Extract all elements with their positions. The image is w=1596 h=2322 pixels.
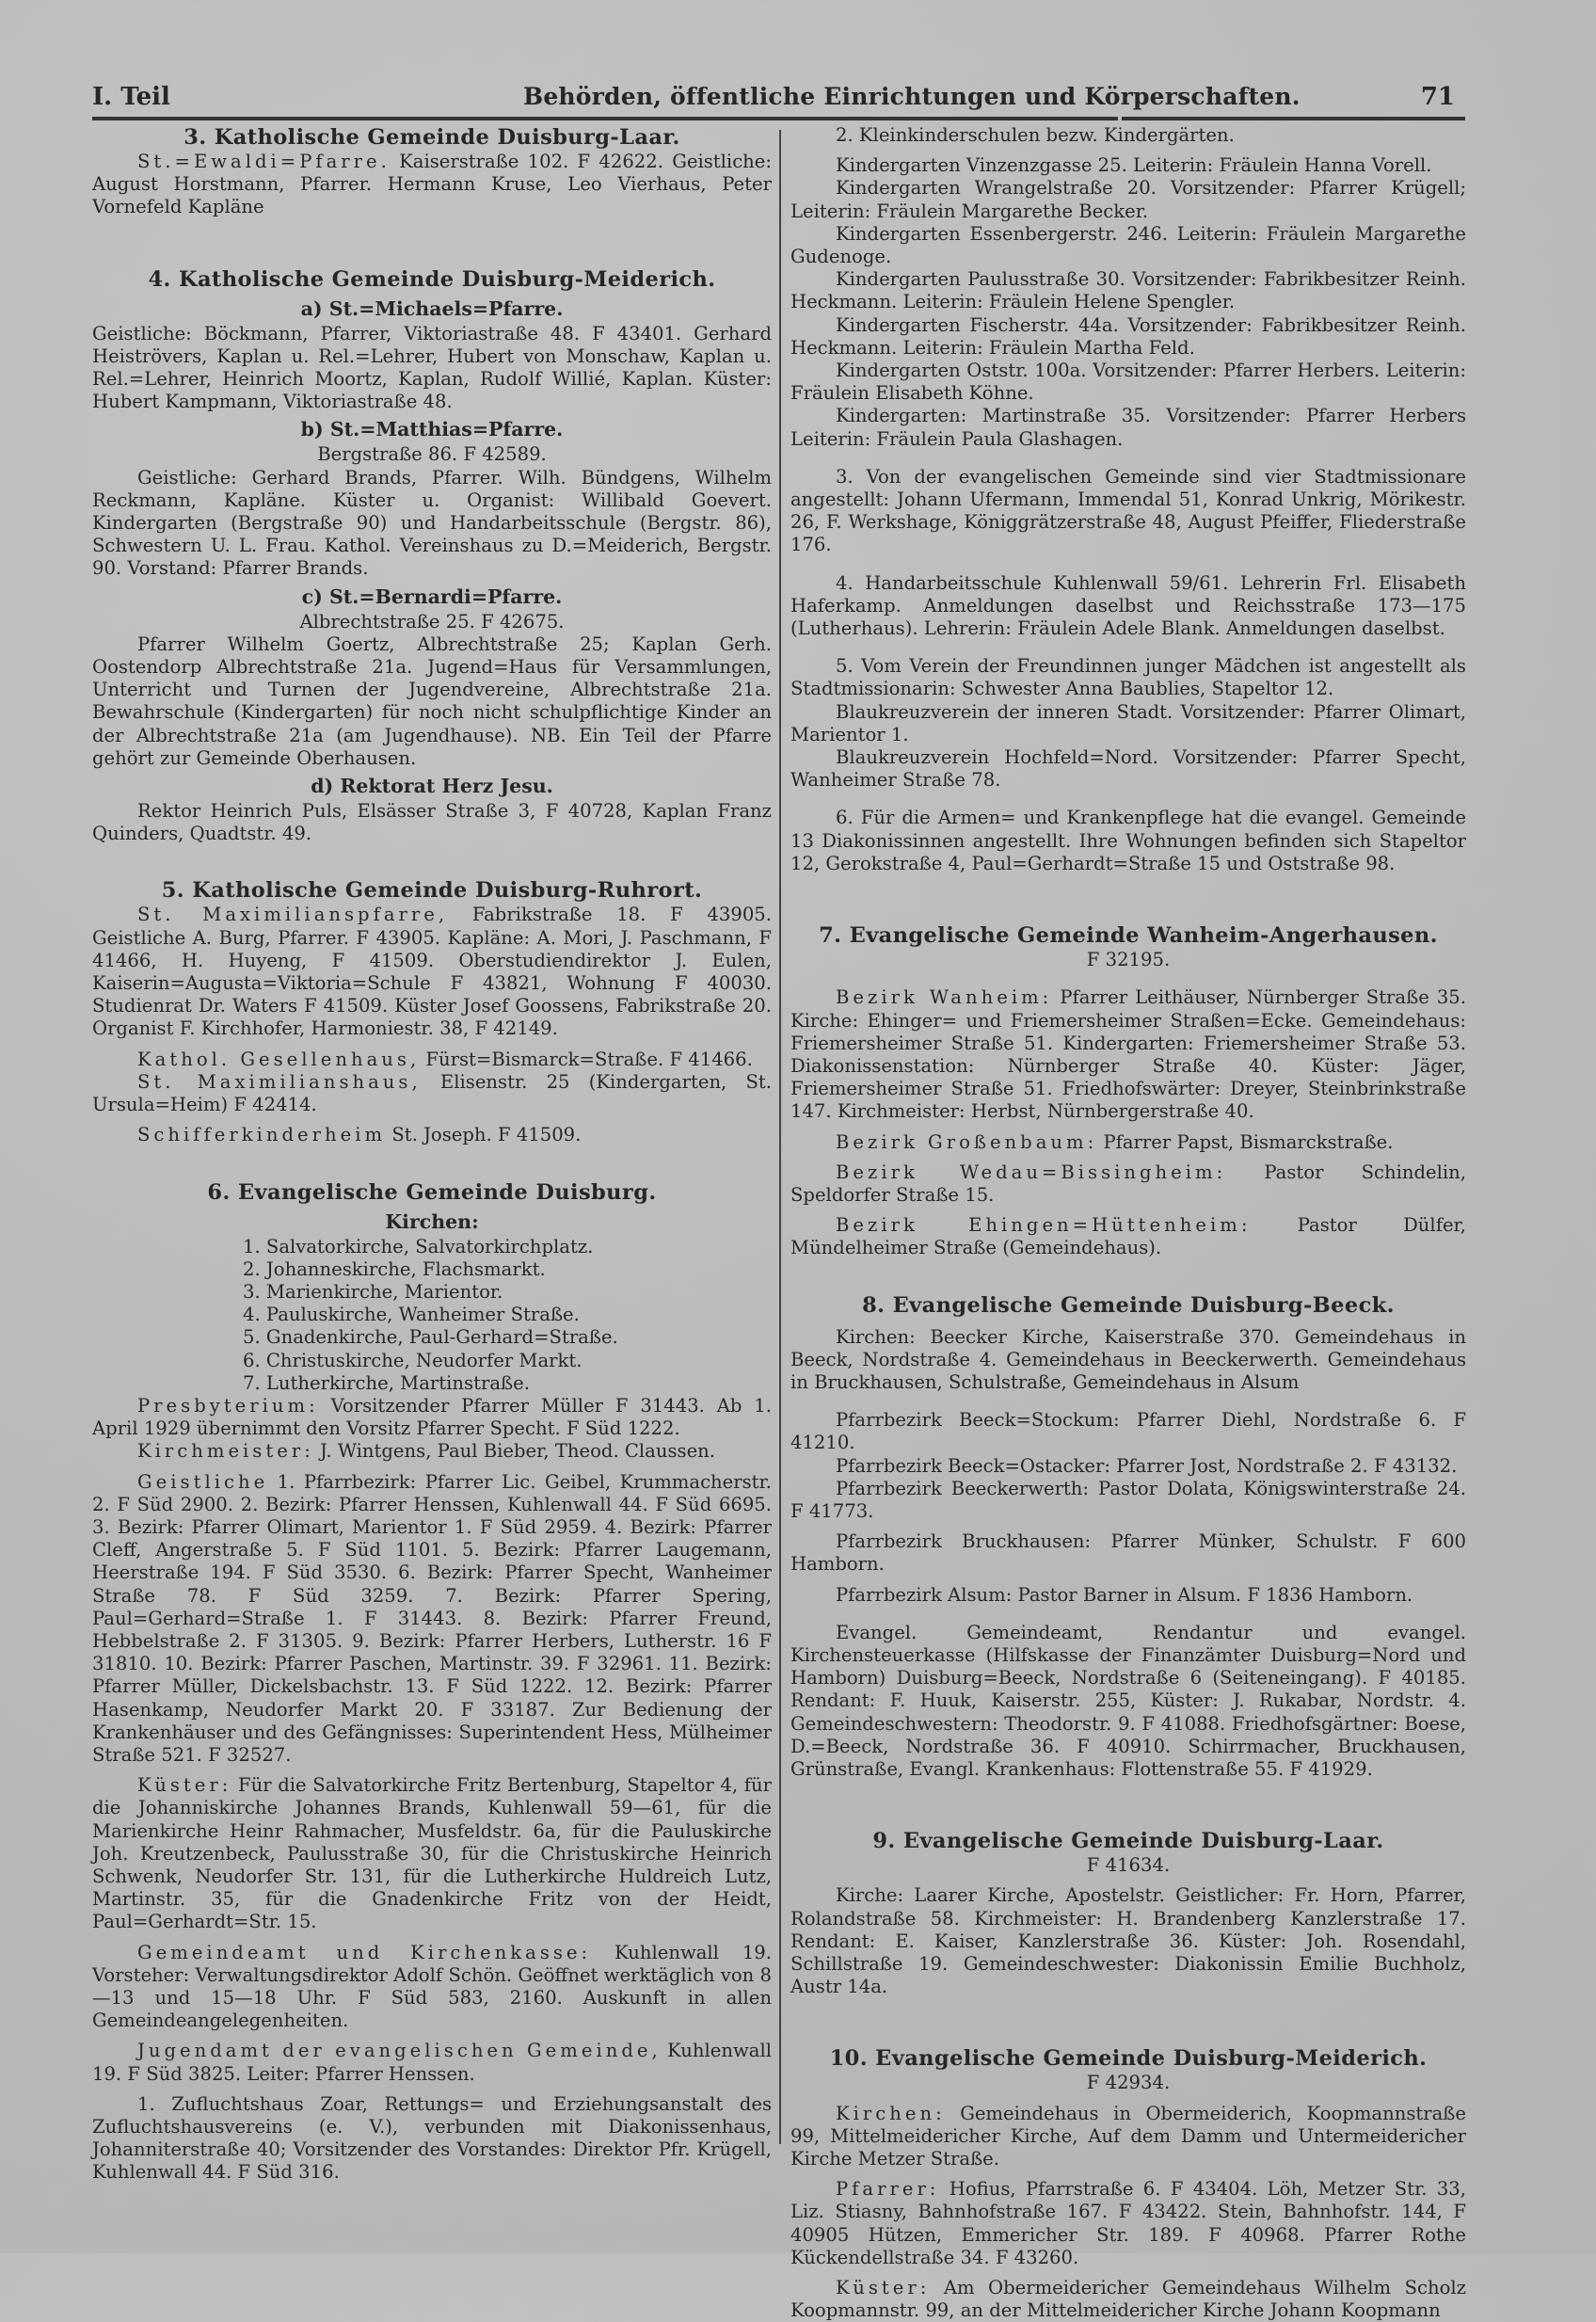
- paragraph: 5. Vom Verein der Freundinnen junger Mädchen ist angestellt als Stadtmissionarin: Schwester Anna Baublies, Stapeltor 12.: [790, 655, 1466, 700]
- paragraph: [92, 1395, 772, 1440]
- subsection-heading: c) St.=Bernardi=Pfarre.: [301, 585, 563, 608]
- paragraph: [92, 904, 772, 1040]
- paragraph-text: Elisenstr. 25 (Kindergarten, St. Ursula=Heim) F 42414.: [92, 1070, 772, 1116]
- paragraph-text: St. Joseph. F 41509.: [391, 1124, 582, 1146]
- list-item: 5. Gnadenkirche, Paul-Gerhard=Straße.: [243, 1326, 618, 1349]
- paragraph: 4. Handarbeitsschule Kuhlenwall 59/61. Lehrerin Frl. Elisabeth Haferkamp. Anmeldungen daselbst und Reichsstraße 173—175 (Lutherhaus). Lehrerin: Fräulein Adele Blank. Anmeldungen daselbst.: [790, 571, 1466, 640]
- paragraph-text: 1. Pfarrbezirk: Pfarrer Lic. Geibel, Krummacherstr. 2. F Süd 2900. 2. Bezirk: Pfarrer Henssen, Kuhlenwall 44. F Süd 6695. 3. Bezirk: Pfarrer Olimart, Marientor 1. F Süd 2959. 4. Bezirk: Pfarrer Cleff, Angerstraße 5. F Süd 1101. 5. Bezirk: Pfarrer Laugemann, Heerstraße 194. F Süd 3530. 6. Bezirk: Pfarrer Specht, Wanheimer Straße 78. F Süd 3259. 7. Bezirk: Pfarrer Spering, Paul=Gerhard=Straße 1. F 31443. 8. Bezirk: Pfarrer Freund, Hebbelstraße 2. F 31305. 9. Bezirk: Pfarrer Herbers, Lutherstr. 16 F 31810. 10. Bezirk: Pfarrer Paschen, Martinstr. 39. F 32961. 11. Bezirk: Pfarrer Müller, Dickelsbachstr. 13. F Süd 1222. 12. Bezirk: Pfarrer Hasenkamp, Neudorfer Markt 20. F 33187. Zur Bedienung der Krankenhäuser und des Gefängnisses: Superintendent Hess, Mülheimer Straße 521. F 32527.: [92, 1470, 772, 1766]
- section-heading: 6. Evangelische Gemeinde Duisburg.: [207, 1179, 657, 1205]
- paragraph: 6. Für die Armen= und Krankenpflege hat die evangel. Gemeinde 13 Diakonissinnen angestellt. Ihre Wohnungen befinden sich Stapeltor 12, Gerokstraße 4, Paul=Gerhardt=Straße 15 und Oststraße 98.: [790, 807, 1466, 874]
- subsection-heading: d) Rektorat Herz Jesu.: [311, 775, 553, 798]
- list-item: 2. Johanneskirche, Flachsmarkt.: [243, 1257, 546, 1280]
- address-line: Albrechtstraße 25. F 42675.: [299, 610, 565, 633]
- paragraph-text: Pfarrer Leithäuser, Nürnberger Straße 35. Kirche: Ehinger= und Friemersheimer Straßen=Ecke. Gemeindehaus: Friemersheimer Straße 51. Kindergarten: Friemersheimer Straße 53. Diakonissenstation: Nürnberger Straße 40. Küster: Jäger, Friemersheimer Straße 51. Friedhofswärter: Dreyer, Steinbrinkstraße 147. Kirchmeister: Herbst, Nürnbergerstraße 40.: [790, 986, 1466, 1123]
- spaced-lead: Pfarrer:: [836, 2178, 940, 2201]
- paragraph-text: Am Obermeidericher Gemeindehaus Wilhelm Scholz Koopmannstr. 99, an der Mittelmeidericher Kirche Johann Koopmann: [790, 2277, 1466, 2322]
- section-heading: 7. Evangelische Gemeinde Wanheim-Angerhausen.: [819, 923, 1438, 949]
- paragraph-text: Hofius, Pfarrstraße 6. F 43404. Löh, Metzer Str. 33, Liz. Stiasny, Bahnhofstraße 167. F 43422. Stein, Bahnhofstr. 144, F 40905 Hützen, Emmericher Str. 189. F 40968. Pfarrer Rothe Kückendellstraße 34. F 43260.: [790, 2178, 1466, 2268]
- paragraph: [790, 1214, 1466, 1259]
- spaced-lead: Küster:: [836, 2277, 931, 2299]
- subsection-heading: Kirchen:: [385, 1209, 479, 1233]
- spaced-lead: Geistliche: [137, 1470, 269, 1493]
- paragraph-text: Fürst=Bismarck=Straße. F 41466.: [425, 1048, 753, 1070]
- kindergarten-entry: Kindergarten Fischerstr. 44a. Vorsitzender: Fabrikbesitzer Reinh. Heckmann. Leiterin: Fräulein Martha Feld.: [790, 313, 1466, 359]
- spaced-lead: Presbyterium:: [137, 1394, 319, 1417]
- spaced-lead: St. Maximilianshaus,: [137, 1070, 422, 1093]
- pfarrbezirk-entry: Pfarrbezirk Alsum: Pastor Barner in Alsum. F 1836 Hamborn.: [836, 1583, 1413, 1606]
- paragraph: 3. Von der evangelischen Gemeinde sind vier Stadtmissionare angestellt: Johann Ufermann, Immendal 51, Konrad Unkrig, Mörikestr. 26, F. Werkshage, Königgrätzerstraße 48, August Pfeiffer, Fliederstraße 176.: [790, 465, 1466, 556]
- kindergarten-entry: Kindergarten Essenbergerstr. 246. Leiterin: Fräulein Margarethe Gudenoge.: [790, 222, 1466, 268]
- left-column: [92, 124, 772, 2185]
- spaced-lead: Kirchen:: [836, 2102, 946, 2124]
- running-header: [92, 83, 1466, 117]
- paragraph: Geistliche: Gerhard Brands, Pfarrer. Wilh. Bündgens, Wilhelm Reckmann, Kapläne. Küster u. Organist: Willibald Goevert. Kindergarten (Bergstraße 90) und Handarbeitsschule (Bergstr. 86), Schwestern U. L. Frau. Kathol. Vereinshaus zu D.=Meiderich, Bergstr. 90. Vorstand: Pfarrer Brands.: [92, 466, 772, 580]
- right-column: [790, 124, 1466, 2322]
- spaced-lead: St.=Ewaldi=Pfarre.: [137, 151, 391, 172]
- paragraph-text: Gemeindehaus in Obermeiderich, Koopmannstraße 99, Mittelmeidericher Kirche, Auf dem Damm und Untermeidericher Kirche Metzer Straße.: [790, 2102, 1466, 2170]
- paragraph-text: Vorsitzender Pfarrer Müller F 31443. Ab 1. April 1929 übernimmt den Vorsitz Pfarrer Specht. F Süd 1222.: [92, 1394, 772, 1440]
- paragraph: [92, 1440, 772, 1463]
- paragraph: Evangel. Gemeindeamt, Rendantur und evangel. Kirchensteuerkasse (Hilfskasse der Finanzämter Duisburg=Nord und Hamborn) Duisburg=Beeck, Nordstraße 6 (Seiteneingang). F 40185. Rendant: F. Huuk, Kaiserstr. 255, Küster: J. Rukabar, Nordstr. 4. Gemeindeschwestern: Theodorstr. 9. F 41088. Friedhofsgärtner: Boese, D.=Beeck, Nordstraße 36. F 40910. Schirrmacher, Bruckhausen, Grünstraße, Evangl. Krankenhaus: Flottenstraße 55. F 41929.: [790, 1621, 1466, 1780]
- paragraph: [790, 2277, 1466, 2322]
- running-title: Behörden, öffentliche Einrichtungen und Körperschaften.: [523, 83, 1301, 110]
- paragraph: [92, 1049, 772, 1071]
- paragraph: [92, 151, 772, 219]
- paragraph: [92, 1071, 772, 1116]
- spaced-lead: Jugendamt der evangelischen Gemeinde,: [137, 2040, 662, 2062]
- spaced-lead: Bezirk Wanheim:: [836, 986, 1053, 1009]
- list-item: 6. Christuskirche, Neudorfer Markt.: [243, 1349, 583, 1371]
- paragraph: [790, 986, 1466, 1123]
- section-heading: 8. Evangelische Gemeinde Duisburg-Beeck.: [862, 1292, 1395, 1318]
- paragraph: [790, 2103, 1466, 2171]
- paragraph: [92, 1942, 772, 2033]
- phone-line: F 41634.: [1086, 1854, 1171, 1877]
- kindergarten-entry: Kindergarten Vinzenzgasse 25. Leiterin: Fräulein Hanna Vorell.: [836, 154, 1432, 177]
- spaced-lead: Gemeindeamt und Kirchenkasse:: [137, 1941, 592, 1963]
- header-rule: [1122, 117, 1465, 120]
- paragraph: [790, 1131, 1466, 1154]
- section-heading: 9. Evangelische Gemeinde Duisburg-Laar.: [872, 1829, 1384, 1854]
- paragraph: [790, 1161, 1466, 1207]
- phone-line: F 32195.: [1086, 949, 1171, 971]
- paragraph: [92, 1774, 772, 1933]
- list-item: 7. Lutherkirche, Martinstraße.: [243, 1371, 530, 1394]
- spaced-lead: Kirchmeister:: [137, 1440, 314, 1463]
- paragraph-text: Kaiserstraße 102. F 42622. Geistliche: August Horstmann, Pfarrer. Hermann Kruse, Leo Vierhaus, Peter Vornefeld Kapläne: [92, 151, 772, 218]
- paragraph-text: Kuhlenwall 19. Vorsteher: Verwaltungsdirektor Adolf Schön. Geöffnet werktäglich von 8—13 und 15—18 Uhr. F Süd 583, 2160. Auskunft in allen Gemeindeangelegenheiten.: [92, 1941, 772, 2032]
- kindergarten-entry: Kindergarten: Martinstraße 35. Vorsitzender: Pfarrer Herbers Leiterin: Fräulein Paula Glashagen.: [790, 405, 1466, 450]
- paragraph: 2. Kleinkinderschulen bezw. Kindergärten.: [836, 124, 1235, 146]
- paragraph-text: J. Wintgens, Paul Bieber, Theod. Claussen.: [320, 1440, 716, 1463]
- part-label: I. Teil: [92, 83, 170, 111]
- section-heading: 5. Katholische Gemeinde Duisburg-Ruhrort.: [161, 878, 703, 904]
- pfarrbezirk-entry: Pfarrbezirk Beeck=Ostacker: Pfarrer Jost, Nordstraße 2. F 43132.: [836, 1454, 1458, 1477]
- paragraph-text: Fabrikstraße 18. F 43905. Geistliche A. Burg, Pfarrer. F 43905. Kapläne: A. Mori, J. Paschmann, F 41466, H. Huyeng, F 41509. Oberstudiendirektor J. Eulen, Kaiserin=Augusta=Viktoria=Schule F 43821, Wohnung F 40030. Studienrat Dr. Waters F 41509. Küster Josef Goossens, Fabrikstraße 20. Organist F. Kirchhofer, Harmoniestr. 38, F 42149.: [92, 904, 772, 1040]
- spaced-lead: Bezirk Wedau=Bissingheim:: [836, 1161, 1227, 1183]
- subsection-heading: b) St.=Matthias=Pfarre.: [300, 418, 564, 441]
- kindergarten-entry: Kindergarten Paulusstraße 30. Vorsitzender: Fabrikbesitzer Reinh. Heckmann. Leiterin: Fräulein Helene Spengler.: [790, 268, 1466, 313]
- pfarrbezirk-entry: Pfarrbezirk Beeck=Stockum: Pfarrer Diehl, Nordstraße 6. F 41210.: [790, 1409, 1466, 1454]
- list-item: 4. Pauluskirche, Wanheimer Straße.: [243, 1304, 580, 1326]
- spaced-lead: Bezirk Ehingen=Hüttenheim:: [836, 1214, 1252, 1237]
- page-number: 71: [1420, 83, 1455, 111]
- list-item: 1. Salvatorkirche, Salvatorkirchplatz.: [243, 1235, 594, 1257]
- list-item: 3. Marienkirche, Marientor.: [243, 1280, 503, 1303]
- pfarrbezirk-entry: Pfarrbezirk Bruckhausen: Pfarrer Münker, Schulstr. F 600 Hamborn.: [790, 1530, 1466, 1576]
- paragraph: Kirchen: Beecker Kirche, Kaiserstraße 370. Gemeindehaus in Beeck, Nordstraße 4. Gemeindehaus in Beeckerwerth. Gemeindehaus in Bruckhausen, Schulstraße, Gemeindehaus in Alsum: [790, 1325, 1466, 1393]
- paragraph: Blaukreuzverein Hochfeld=Nord. Vorsitzender: Pfarrer Specht, Wanheimer Straße 78.: [790, 746, 1466, 792]
- paragraph-text: Pastor Schindelin, Speldorfer Straße 15.: [790, 1161, 1466, 1206]
- paragraph: Geistliche: Böckmann, Pfarrer, Viktoriastraße 48. F 43401. Gerhard Heiströvers, Kaplan u. Rel.=Lehrer, Hubert von Monschaw, Kaplan u. Rel.=Lehrer, Heinrich Moortz, Kaplan, Rudolf Willié, Kaplan. Küster: Hubert Kampmann, Viktoriastraße 48.: [92, 322, 772, 413]
- subsection-heading: a) St.=Michaels=Pfarre.: [300, 296, 564, 320]
- pfarrbezirk-entry: Pfarrbezirk Beeckerwerth: Pastor Dolata, Königswinterstraße 24. F 41773.: [790, 1477, 1466, 1522]
- paragraph-text: Pfarrer Papst, Bismarckstraße.: [1103, 1130, 1394, 1153]
- spaced-lead: Küster:: [137, 1774, 232, 1797]
- paragraph: 1. Zufluchtshaus Zoar, Rettungs= und Erziehungsanstalt des Zufluchtshausvereins (e. V.), verbunden mit Diakonissenhaus, Johanniterstraße 40; Vorsitzender des Vorstandes: Direktor Pfr. Krügell, Kuhlenwall 44. F Süd 316.: [92, 2092, 772, 2184]
- section-heading: 3. Katholische Gemeinde Duisburg-Laar.: [184, 125, 680, 150]
- paragraph: [92, 1471, 772, 1768]
- paragraph-text: Für die Salvatorkirche Fritz Bertenburg, Stapeltor 4, für die Johanniskirche Johannes Brands, Kuhlenwall 59—61, für die Marienkirche Heinr Rahmacher, Musfeldstr. 6a, für die Pauluskirche Joh. Kreutzenbeck, Paulusstraße 30, für die Christuskirche Heinrich Schwenk, Neudorfer Str. 131, für die Lutherkirche Huldreich Lutz, Martinstr. 35, für die Gnadenkirche Fritz von der Heidt, Paul=Gerhardt=Str. 15.: [92, 1774, 772, 1933]
- section-heading: 4. Katholische Gemeinde Duisburg-Meiderich.: [148, 266, 716, 292]
- paragraph-text: Kuhlenwall 19. F Süd 3825. Leiter: Pfarrer Henssen.: [92, 2040, 772, 2085]
- paragraph: Pfarrer Wilhelm Goertz, Albrechtstraße 25; Kaplan Gerh. Oostendorp Albrechtstraße 21a. Jugend=Haus für Versammlungen, Unterricht und Turnen der Jugendvereine, Albrechtstraße 21a. Bewahrschule (Kindergarten) für noch nicht schulpflichtige Kinder an der Albrechtstraße 21a (am Jugendhause). NB. Ein Teil der Pfarre gehört zur Gemeinde Oberhausen.: [92, 633, 772, 769]
- spaced-lead: Bezirk Großenbaum:: [836, 1130, 1098, 1153]
- paragraph: [92, 2040, 772, 2085]
- column-divider: [779, 130, 781, 2144]
- paragraph: [92, 1124, 772, 1146]
- paragraph: Rektor Heinrich Puls, Elsässer Straße 3, F 40728, Kaplan Franz Quinders, Quadtstr. 49.: [92, 800, 772, 845]
- spaced-lead: Schifferkinderheim: [137, 1124, 387, 1146]
- kindergarten-entry: Kindergarten Wrangelstraße 20. Vorsitzender: Pfarrer Krügell; Leiterin: Fräulein Margarethe Becker.: [790, 177, 1466, 222]
- paragraph: Kirche: Laarer Kirche, Apostelstr. Geistlicher: Fr. Horn, Pfarrer, Rolandstraße 58. Kirchmeister: H. Brandenberg Kanzlerstraße 17. Rendant: E. Kaiser, Kanzlerstraße 36. Küster: Joh. Rosendahl, Schillstraße 19. Gemeindeschwester: Diakonissin Emilie Buchholz, Austr 14a.: [790, 1884, 1466, 1998]
- header-rule: [92, 117, 1118, 120]
- phone-line: F 42934.: [1086, 2072, 1171, 2094]
- section-heading: 10. Evangelische Gemeinde Duisburg-Meiderich.: [829, 2046, 1428, 2072]
- spaced-lead: St. Maximilianspfarre,: [137, 904, 449, 926]
- kindergarten-entry: Kindergarten Oststr. 100a. Vorsitzender: Pfarrer Herbers. Leiterin: Fräulein Elisabeth Köhne.: [790, 360, 1466, 405]
- spaced-lead: Kathol. Gesellenhaus,: [137, 1048, 421, 1070]
- church-list: [92, 1236, 772, 1395]
- paragraph: [790, 2178, 1466, 2269]
- paragraph: Blaukreuzverein der inneren Stadt. Vorsitzender: Pfarrer Olimart, Marientor 1.: [790, 700, 1466, 745]
- paragraph-text: Pastor Dülfer, Mündelheimer Straße (Gemeindehaus).: [790, 1214, 1466, 1259]
- address-line: Bergstraße 86. F 42589.: [317, 443, 547, 466]
